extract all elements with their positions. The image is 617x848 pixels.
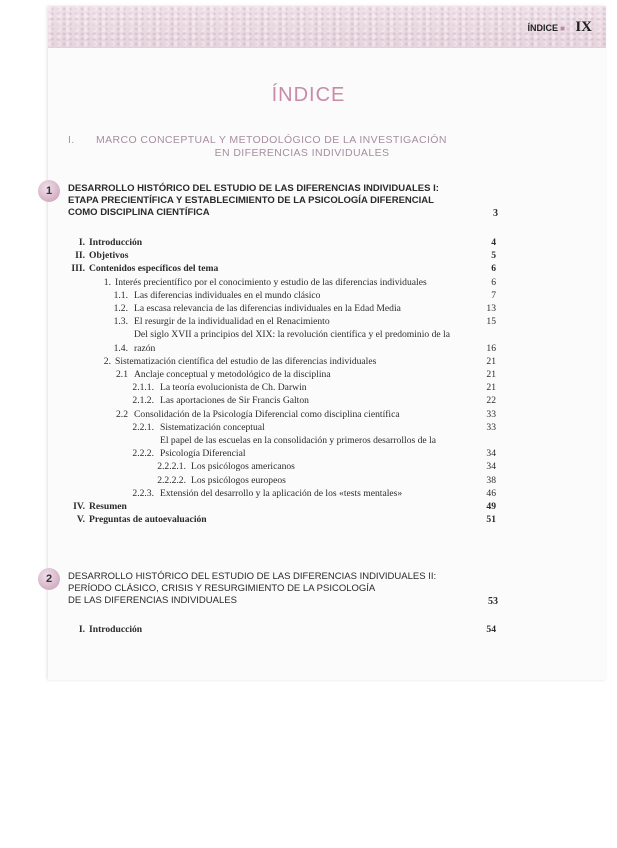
toc-entry[interactable]	[66, 434, 496, 460]
toc-entry[interactable]	[66, 289, 496, 302]
entry-title: Los psicólogos europeos	[191, 474, 286, 486]
toc-entry[interactable]	[66, 460, 496, 473]
chapter-number-badge: 1	[38, 180, 60, 202]
toc-entry[interactable]	[66, 421, 496, 434]
part-title-line2: EN DIFERENCIAS INDIVIDUALES	[214, 147, 390, 159]
toc-entry[interactable]	[66, 236, 496, 249]
chapter-title-line: ETAPA PRECIENTÍFICA Y ESTABLECIMIENTO DE LA PSICOLOGÍA DIFERENCIAL	[68, 195, 434, 206]
chapter-title-line: PERÍODO CLÁSICO, CRISIS Y RESURGIMIENTO DE LA PSICOLOGÍA	[68, 583, 376, 594]
chapter-page-number: 53	[488, 596, 498, 607]
entry-title: Sistematización científica del estudio de las diferencias individuales	[115, 355, 377, 367]
chapter-title-line: DE LAS DIFERENCIAS INDIVIDUALES	[68, 595, 237, 606]
entry-title: Las diferencias individuales en el mundo clásico	[134, 289, 321, 301]
toc-entry[interactable]	[66, 500, 496, 513]
entry-number: 2.2.2.	[132, 448, 154, 460]
entry-page: 33	[486, 408, 496, 420]
entry-page: 21	[486, 369, 496, 381]
entry-number: 2.2.3.	[132, 487, 154, 499]
chapter-title-line: COMO DISCIPLINA CIENTÍFICA	[68, 207, 210, 218]
part-heading	[68, 134, 508, 159]
chapter-2-heading[interactable]	[38, 568, 498, 616]
entry-page: 49	[486, 501, 496, 513]
entry-page: 5	[491, 250, 496, 262]
chapter-1-heading[interactable]	[38, 180, 498, 228]
entry-title: Preguntas de autoevaluación	[89, 514, 207, 526]
entry-title: Introducción	[89, 624, 143, 635]
entry-page: 4	[491, 237, 496, 248]
entry-number: 2.1	[116, 369, 128, 381]
entry-number: V.	[76, 514, 85, 526]
toc-entry[interactable]	[66, 328, 496, 354]
toc-entries	[66, 236, 496, 526]
entry-page: 22	[486, 395, 496, 407]
entry-number: 2.2.2.1.	[157, 461, 186, 473]
entry-title: Interés precientífico por el conocimiento y estudio de las diferencias individuales	[115, 276, 427, 288]
header-separator-icon: ■	[560, 24, 565, 33]
entry-title: Sistematización conceptual	[160, 421, 265, 433]
entry-title: Introducción	[89, 237, 143, 248]
entry-number: 2.2.2.2.	[157, 474, 186, 486]
entry-page: 21	[486, 382, 496, 394]
entry-number: I.	[78, 237, 85, 248]
entry-number: 2.1.1.	[132, 382, 154, 394]
toc-entry[interactable]	[66, 394, 496, 407]
toc-entry[interactable]	[66, 474, 496, 487]
toc-entry[interactable]	[66, 368, 496, 381]
toc-entry[interactable]	[66, 381, 496, 394]
entry-title: La teoría evolucionista de Ch. Darwin	[160, 382, 307, 394]
entry-title: Contenidos específicos del tema	[89, 263, 219, 275]
page-number: IX	[575, 19, 592, 35]
entry-title: Del siglo XVII a principios del XIX: la revolución científica y el predominio de la razón	[134, 329, 450, 354]
entry-page: 33	[486, 421, 496, 433]
toc-entry[interactable]	[66, 408, 496, 421]
entry-title: Extensión del desarrollo y la aplicación de los «tests mentales»	[160, 487, 403, 499]
entry-number: 2.2.1.	[132, 421, 154, 433]
entry-number: 2.1.2.	[132, 395, 154, 407]
entry-page: 34	[486, 461, 496, 473]
entry-number: II.	[75, 250, 85, 262]
toc-entry[interactable]	[66, 355, 496, 368]
chapter-title-line: DESARROLLO HISTÓRICO DEL ESTUDIO DE LAS DIFERENCIAS INDIVIDUALES I:	[68, 183, 439, 194]
chapter-page-number: 3	[493, 208, 498, 219]
entry-page: 6	[491, 263, 496, 275]
toc-entry[interactable]	[66, 315, 496, 328]
chapter-title-line: DESARROLLO HISTÓRICO DEL ESTUDIO DE LAS DIFERENCIAS INDIVIDUALES II:	[68, 571, 437, 582]
running-header	[48, 6, 606, 48]
entry-number: 2.	[103, 355, 111, 367]
part-number: I.	[68, 134, 75, 146]
chapter-number-badge: 2	[38, 568, 60, 590]
entry-number: 1.4.	[113, 342, 128, 354]
entry-title: La escasa relevancia de las diferencias individuales en la Edad Media	[134, 303, 401, 315]
entry-page: 15	[486, 316, 496, 328]
chapter-title	[68, 571, 492, 607]
entry-number: 2.2	[116, 408, 128, 420]
entry-number: III.	[71, 263, 85, 275]
toc-entry[interactable]	[66, 276, 496, 289]
entry-title: Anclaje conceptual y metodológico de la disciplina	[134, 369, 331, 381]
entry-page: 21	[486, 355, 496, 367]
toc-entry[interactable]	[66, 624, 496, 635]
entry-page: 54	[486, 624, 496, 635]
running-header-label: ÍNDICE	[527, 23, 558, 33]
entry-page: 6	[491, 276, 496, 288]
part-title-line1: MARCO CONCEPTUAL Y METODOLÓGICO DE LA INVESTIGACIÓN	[96, 134, 447, 146]
entry-number: 1.1.	[113, 289, 128, 301]
entry-title: Los psicólogos americanos	[191, 461, 295, 473]
entry-page: 7	[491, 289, 496, 301]
entry-number: I.	[78, 624, 85, 635]
entry-number: 1.2.	[113, 303, 128, 315]
entry-page: 13	[486, 303, 496, 315]
entry-title: Objetivos	[89, 250, 129, 262]
toc-entry[interactable]	[66, 513, 496, 526]
entry-page: 34	[486, 448, 496, 460]
entry-page: 16	[486, 342, 496, 354]
toc-entry[interactable]	[66, 302, 496, 315]
entry-number: 1.3.	[113, 316, 128, 328]
entry-number: 1.	[103, 276, 111, 288]
entry-title: El resurgir de la individualidad en el Renacimiento	[134, 316, 330, 328]
page-title: ÍNDICE	[271, 84, 346, 106]
entry-page: 38	[486, 474, 496, 486]
entry-page: 51	[486, 514, 496, 526]
entry-page: 46	[486, 487, 496, 499]
toc-entry[interactable]	[66, 487, 496, 500]
chapter-title	[68, 183, 492, 219]
entry-title: Consolidación de la Psicología Diferencial como disciplina científica	[134, 408, 400, 420]
entry-title: Resumen	[89, 501, 127, 513]
entry-title: Las aportaciones de Sir Francis Galton	[160, 395, 309, 407]
entry-title: El papel de las escuelas en la consolidación y primeros desarrollos de la Psicología Diferencial	[160, 435, 436, 460]
toc-entry[interactable]	[66, 249, 496, 262]
entry-number: IV.	[73, 501, 85, 513]
toc-entry[interactable]	[66, 262, 496, 275]
